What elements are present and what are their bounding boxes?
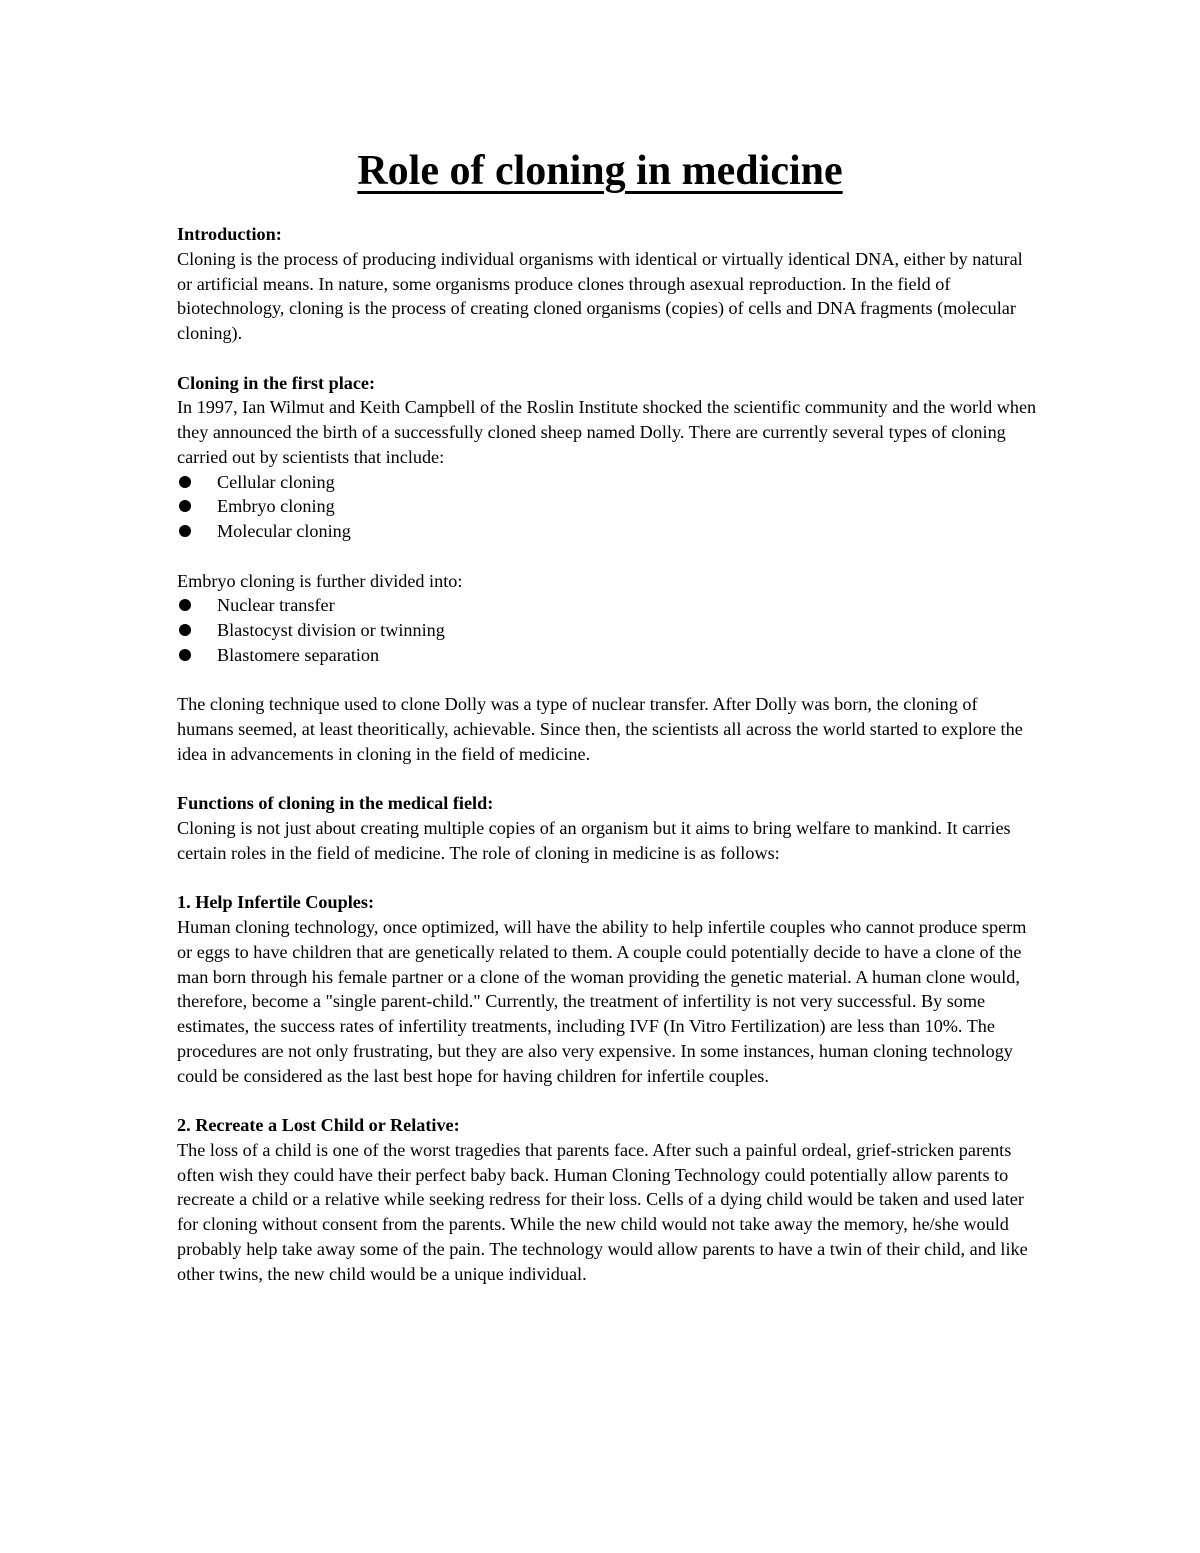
bullet-icon (179, 525, 191, 537)
list-item-label: Blastocyst division or twinning (217, 620, 445, 640)
list-item-label: Nuclear transfer (217, 595, 335, 616)
list-item (177, 618, 1037, 643)
section-heading-lost-child: 2. Recreate a Lost Child or Relative: (177, 1115, 460, 1135)
list-item-label: Blastomere separation (217, 644, 380, 665)
paragraph-functions: Cloning is not just about creating multiple copies of an organism but it aims to bring welfare to mankind. It carries certain roles in the field of medicine. The role of cloning in medicine is as follows: (177, 818, 1011, 863)
list-item-label: Embryo cloning (217, 496, 335, 517)
list-item-label: Molecular cloning (217, 521, 351, 541)
list-item (177, 643, 1037, 668)
paragraph-dolly: The cloning technique used to clone Dolly was a type of nuclear transfer. After Dolly was born, the cloning of humans seemed, at least theoritically, achievable. Since then, the scientists all across the world started to explore the idea in advancements in cloning in the field of medicine. (177, 694, 1023, 764)
list-item (177, 494, 1037, 519)
list-item (177, 519, 1037, 544)
paragraph-first-place: In 1997, Ian Wilmut and Keith Campbell of the Roslin Institute shocked the scientific community and the world when they announced the birth of a successfully cloned sheep named Dolly. There are currently several types of cloning carried out by scientists that include: (177, 397, 1037, 467)
list-item (177, 593, 1037, 618)
page-title: Role of cloning in medicine (357, 148, 843, 194)
paragraph-introduction: Cloning is the process of producing individual organisms with identical or virtually identical DNA, either by natural or artificial means. In nature, some organisms produce clones through asexual reproduction. In the field of biotechnology, cloning is the process of creating cloned organisms (copies) of cells and DNA fragments (molecular cloning). (177, 248, 1023, 343)
section-heading-first-place: Cloning in the first place: (177, 372, 376, 393)
bullet-icon (179, 649, 191, 661)
list-item (177, 470, 1037, 495)
bullet-icon (179, 500, 191, 512)
paragraph-spacer (177, 1088, 1037, 1113)
section-heading-functions: Functions of cloning in the medical field: (177, 793, 494, 814)
paragraph-spacer (177, 767, 1037, 792)
section-heading-infertile: 1. Help Infertile Couples: (177, 892, 375, 913)
cloning-types-list (177, 470, 1037, 544)
list-item-label: Cellular cloning (217, 471, 335, 492)
embryo-types-list (177, 593, 1037, 667)
paragraph-lost-child: The loss of a child is one of the worst tragedies that parents face. After such a painful ordeal, grief-stricken parents often wish they could have their perfect baby back. Human Cloning Technology could potentially allow parents to recreate a child or a relative while seeking redress for their loss. Cells of a dying child would be taken and used later for cloning without consent from the parents. While the new child would not take away the memory, he/she would probably help take away some of the pain. The technology would allow parents to have a twin of their child, and like other twins, the new child would be a unique individual. (177, 1139, 1028, 1284)
document-body (177, 222, 1037, 1286)
section-heading-introduction: Introduction: (177, 224, 282, 244)
bullet-icon (179, 599, 191, 611)
paragraph-spacer (177, 668, 1037, 693)
paragraph-embryo-intro: Embryo cloning is further divided into: (177, 570, 463, 591)
paragraph-spacer (177, 346, 1037, 371)
bullet-icon (179, 624, 191, 636)
paragraph-spacer (177, 544, 1037, 569)
paragraph-infertile: Human cloning technology, once optimized, will have the ability to help infertile couples who cannot produce sperm or eggs to have children that are genetically related to them. A couple could potentially decide to have a clone of the man born through his female partner or a clone of the woman providing the genetic material. A human clone would, therefore, become a "single parent-child." Currently, the treatment of infertility is not very successful. By some estimates, the success rates of infertility treatments, including IVF (In Vitro Fertilization) are less than 10%. The procedures are not only frustrating, but they are also very expensive. In some instances, human cloning technology could be considered as the last best hope for having children for infertile couples. (177, 917, 1027, 1086)
paragraph-spacer (177, 866, 1037, 891)
bullet-icon (179, 476, 191, 488)
